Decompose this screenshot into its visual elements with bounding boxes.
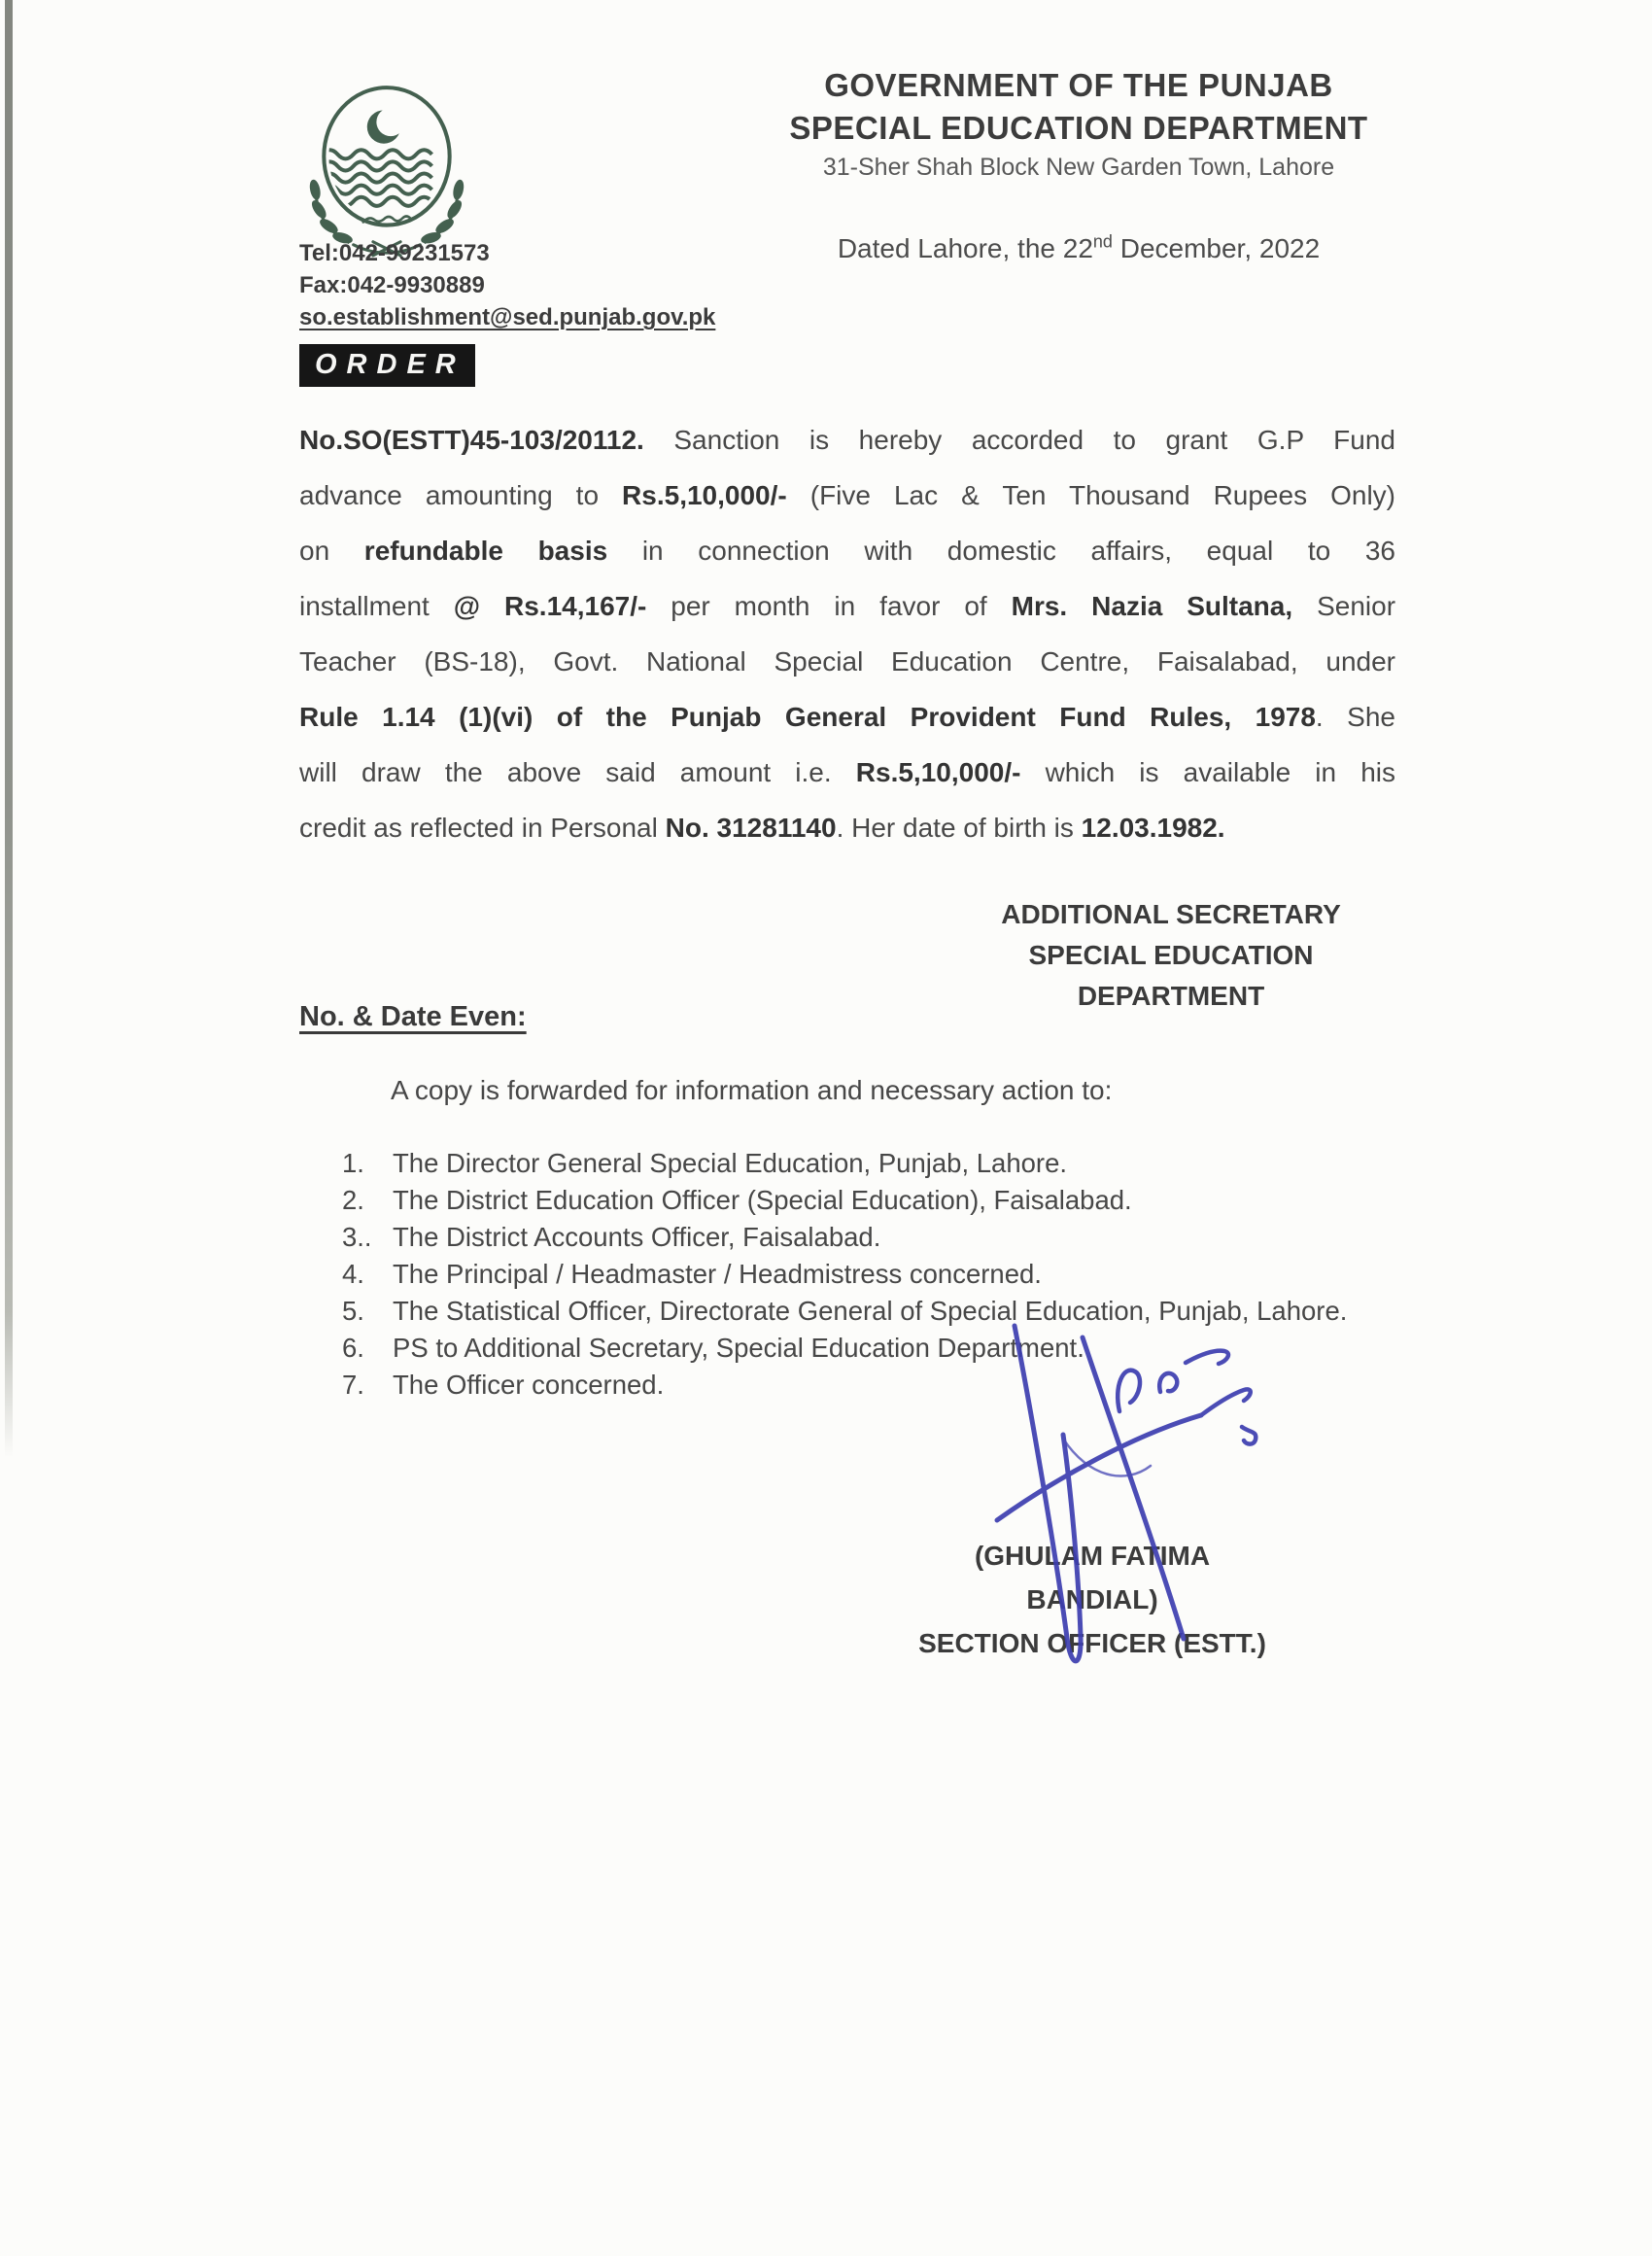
date-ordinal-superscript: nd (1092, 231, 1113, 252)
cc-item-number: 4. (342, 1259, 364, 1289)
fax-number: Fax:042-9930889 (299, 272, 485, 298)
cc-item-number: 1. (342, 1148, 364, 1178)
cc-item-text: The Officer concerned. (393, 1370, 665, 1400)
cc-item-text: The Principal / Headmaster / Headmistress concerned. (393, 1259, 1042, 1289)
cc-list-item (342, 1182, 1409, 1219)
order-body-line: Teacher (BS-18), Govt. National Special Education Centre, Faisalabad, under (299, 646, 1395, 677)
signatory-name: (GHULAM FATIMA BANDIAL) (974, 1541, 1211, 1614)
contact-block (299, 237, 715, 333)
cc-list (342, 1145, 1409, 1404)
cc-item-number: 3.. (342, 1222, 372, 1252)
order-body-line: No.SO(ESTT)45-103/20112. Sanction is hereby accorded to grant G.P Fund (299, 425, 1395, 455)
telephone-number: Tel:042-99231573 (299, 240, 490, 266)
email-address: so.establishment@sed.punjab.gov.pk (299, 304, 716, 330)
date-suffix: December, 2022 (1112, 233, 1321, 263)
signatory-designation-line: ADDITIONAL SECRETARY (1001, 899, 1341, 929)
cc-item-number: 6. (342, 1333, 364, 1363)
reference-number-label: No. & Date Even: (299, 1001, 527, 1032)
cc-list-item (342, 1145, 1409, 1182)
cc-item-number: 5. (342, 1296, 364, 1326)
scanner-edge-artifact (5, 0, 13, 1458)
order-body-line: on refundable basis in connection with domestic affairs, equal to 36 (299, 536, 1395, 566)
order-body-line: will draw the above said amount i.e. Rs.5,10,000/- which is available in his (299, 757, 1395, 787)
order-body-line: installment @ Rs.14,167/- per month in favor of Mrs. Nazia Sultana, Senior (299, 591, 1396, 621)
signatory-title: SECTION OFFICER (ESTT.) (918, 1628, 1266, 1658)
cc-item-text: The District Education Officer (Special Education), Faisalabad. (393, 1185, 1132, 1215)
order-body (299, 412, 1395, 855)
signatory-designation-line: DEPARTMENT (1077, 981, 1265, 1011)
department-address: 31-Sher Shah Block New Garden Town, Lahore (822, 154, 1335, 181)
cc-item-text: The Director General Special Education, Punjab, Lahore. (393, 1148, 1068, 1178)
forwarding-intro: A copy is forwarded for information and necessary action to: (391, 1075, 1113, 1105)
cc-list-item (342, 1330, 1409, 1367)
cc-list-item (342, 1367, 1409, 1404)
cc-list-item (342, 1219, 1409, 1256)
date-prefix: Dated Lahore, the 22 (837, 233, 1093, 263)
order-body-line: advance amounting to Rs.5,10,000/- (Five Lac & Ten Thousand Rupees Only) (299, 480, 1395, 510)
cc-item-text: PS to Additional Secretary, Special Education Department. (393, 1333, 1084, 1363)
order-body-line: Rule 1.14 (1)(vi) of the Punjab General Provident Fund Rules, 1978. She (299, 702, 1395, 732)
cc-item-number: 7. (342, 1370, 364, 1400)
cc-list-item (342, 1293, 1409, 1330)
cc-item-text: The District Accounts Officer, Faisalabad. (393, 1222, 881, 1252)
cc-item-number: 2. (342, 1185, 364, 1215)
order-heading: ORDER (299, 344, 475, 387)
cc-item-text: The Statistical Officer, Directorate General of Special Education, Punjab, Lahore. (393, 1296, 1348, 1326)
date-line (777, 233, 1380, 264)
section-officer-block (912, 1534, 1273, 1665)
letterhead (777, 64, 1380, 185)
signatory-designation-block (967, 894, 1375, 1017)
department-name: SPECIAL EDUCATION DEPARTMENT (789, 110, 1368, 146)
cc-list-item (342, 1256, 1409, 1293)
signatory-designation-line: SPECIAL EDUCATION (1028, 940, 1314, 970)
government-name: GOVERNMENT OF THE PUNJAB (824, 67, 1333, 103)
order-body-line: credit as reflected in Personal No. 31281140. Her date of birth is 12.03.1982. (299, 813, 1225, 843)
